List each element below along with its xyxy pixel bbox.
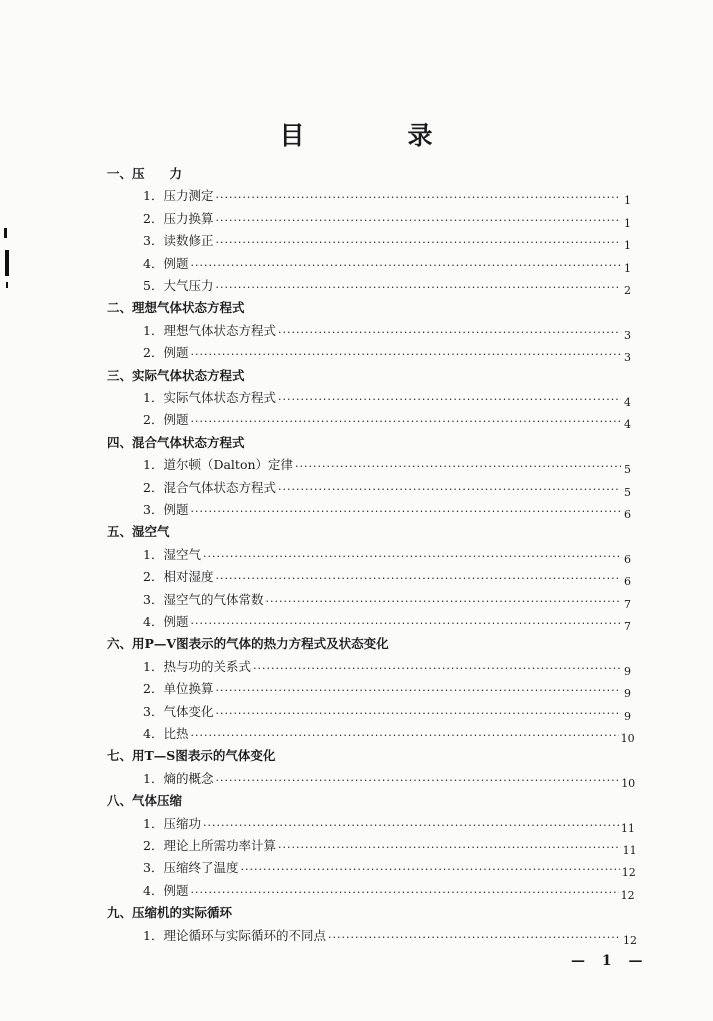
dot-leader (215, 572, 621, 585)
toc-entry-label: 4．比热 (143, 726, 189, 741)
toc-entry-label: 4．例题 (143, 255, 189, 271)
toc-entry (143, 496, 631, 521)
toc-entry (143, 563, 631, 589)
toc-entry-page: 6 (624, 508, 631, 521)
toc-entry-label: 5．大气压力 (143, 278, 214, 293)
toc-entry (143, 227, 631, 253)
toc-entry-label: 2．例题 (143, 412, 189, 428)
page-number: — 1 — (571, 953, 649, 969)
dot-leader (215, 236, 621, 249)
toc-entry-label: 4．例题 (143, 882, 189, 898)
toc-entry-page: 4 (624, 396, 631, 409)
toc-entry-page: 11 (620, 821, 635, 835)
toc-entry (143, 541, 631, 566)
dot-leader (215, 281, 621, 294)
toc-entry-page: 9 (624, 664, 631, 678)
toc-entry-label: 1．压缩功 (143, 815, 201, 831)
toc-entry-label: 2．压力换算 (143, 210, 214, 226)
dot-leader (190, 729, 618, 742)
toc-entry-label: 3．压缩终了温度 (143, 860, 239, 876)
toc-entry (143, 675, 631, 701)
toc-entry-label: 1．理想气体状态方程式 (143, 322, 276, 338)
toc-entry (143, 406, 631, 432)
toc-entry-page: 9 (624, 709, 631, 723)
toc-entry-page: 1 (624, 261, 631, 275)
toc-section-heading: 九、压缩机的实际循环 (107, 905, 233, 921)
toc-entry (143, 317, 631, 342)
dot-leader (265, 595, 621, 608)
title-char-1: 目 (279, 121, 306, 150)
toc-section-heading: 一、压 力 (107, 166, 183, 181)
toc-entry-page: 10 (621, 776, 636, 790)
toc-entry-page: 12 (623, 933, 637, 947)
toc-entry-label: 1．道尔顿（Dalton）定律 (143, 457, 294, 473)
page-title (0, 116, 713, 152)
dot-leader (278, 841, 621, 854)
toc-entry (143, 451, 631, 477)
toc-entry-page: 5 (624, 485, 631, 499)
dot-leader (190, 505, 621, 518)
dot-leader (190, 259, 621, 272)
toc-entry-label: 3．例题 (143, 502, 189, 517)
toc-entry-label: 2．混合气体状态方程式 (143, 479, 276, 495)
toc-entry (143, 854, 636, 880)
toc-entry-label: 4．例题 (143, 614, 189, 629)
dot-leader (203, 819, 619, 832)
dot-leader (190, 415, 621, 428)
toc-section-heading: 六、用P—V图表示的气体的热力方程式及状态变化 (107, 636, 389, 652)
toc-section-heading: 二、理想气体状态方程式 (107, 300, 245, 316)
toc-entry (143, 922, 637, 947)
dot-leader (215, 774, 619, 787)
toc-entry-label: 3．气体变化 (143, 703, 214, 719)
title-char-2: 录 (407, 121, 434, 150)
toc-entry-page: 6 (624, 552, 631, 566)
scan-speck (6, 282, 8, 288)
dot-leader (240, 863, 619, 876)
toc-entry-label: 2．单位换算 (143, 681, 214, 697)
dot-leader (278, 326, 621, 339)
toc-entry-page: 2 (624, 284, 631, 297)
toc-entry (143, 720, 635, 745)
dot-leader (190, 886, 618, 899)
toc-entry-page: 5 (624, 463, 631, 477)
toc-entry-label: 2．理论上所需功率计算 (143, 838, 276, 853)
toc-entry (143, 608, 631, 633)
toc-entry-label: 1．熵的概念 (143, 770, 214, 786)
toc-entry (143, 205, 631, 230)
toc-section-heading: 七、用T—S图表示的气体变化 (107, 748, 276, 764)
toc-entry-label: 1．热与功的关系式 (143, 658, 251, 674)
toc-entry-page: 12 (620, 888, 635, 902)
toc-entry-page: 3 (624, 351, 631, 365)
toc-entry (143, 384, 631, 409)
toc-entry (143, 272, 631, 297)
toc-section-heading: 三、实际气体状态方程式 (107, 367, 245, 383)
dot-leader (190, 617, 621, 630)
toc-entry-page: 7 (624, 597, 631, 611)
dot-leader (190, 348, 621, 361)
toc-entry-page: 11 (622, 844, 637, 857)
toc-entry (143, 653, 631, 678)
toc-entry-label: 1．理论循环与实际循环的不同点 (143, 927, 326, 943)
toc-entry (143, 250, 631, 275)
toc-entry (143, 586, 631, 611)
toc-entry-label: 3．湿空气的气体常数 (143, 591, 264, 607)
dot-leader (295, 460, 621, 473)
dot-leader (278, 483, 621, 496)
toc-section-heading: 八、气体压缩 (107, 793, 183, 809)
toc-entry-label: 2．相对湿度 (143, 569, 214, 585)
toc-entry-page: 12 (621, 866, 636, 880)
toc-entry-label: 1．实际气体状态方程式 (143, 390, 276, 405)
toc-entry-label: 1．压力测定 (143, 188, 214, 204)
dot-leader (215, 707, 621, 720)
toc-section-heading: 四、混合气体状态方程式 (107, 434, 245, 450)
toc-entry-label: 2．例题 (143, 345, 189, 361)
toc-section-heading: 五、湿空气 (107, 524, 170, 540)
dot-leader (278, 393, 621, 406)
toc-entry (143, 474, 631, 499)
toc-entry-label: 3．读数修正 (143, 233, 214, 249)
toc-entry-page: 4 (624, 418, 631, 432)
dot-leader (215, 684, 621, 697)
toc-entry-page: 9 (624, 687, 631, 701)
dot-leader (253, 662, 621, 675)
dot-leader (203, 550, 621, 563)
toc-entry-page: 1 (624, 194, 631, 208)
toc-entry-page: 1 (624, 239, 631, 253)
toc-entry-page: 3 (624, 328, 631, 342)
toc-entry (143, 832, 637, 857)
toc-entry-page: 1 (624, 216, 631, 230)
toc-entry (143, 182, 631, 208)
dot-leader (215, 214, 621, 227)
dot-leader (215, 191, 621, 204)
toc-entry (143, 339, 631, 365)
toc-entry (143, 765, 636, 790)
toc-entry-page: 6 (624, 575, 631, 589)
toc-entry (143, 877, 635, 902)
toc-entry-page: 10 (620, 732, 635, 745)
toc-entry-label: 1．湿空气 (143, 546, 201, 562)
dot-leader (328, 931, 621, 944)
toc-entry (143, 810, 635, 835)
scan-speck (5, 250, 9, 276)
scan-speck (4, 228, 7, 238)
toc-entry (143, 698, 631, 723)
toc-entry-page: 7 (624, 620, 631, 633)
